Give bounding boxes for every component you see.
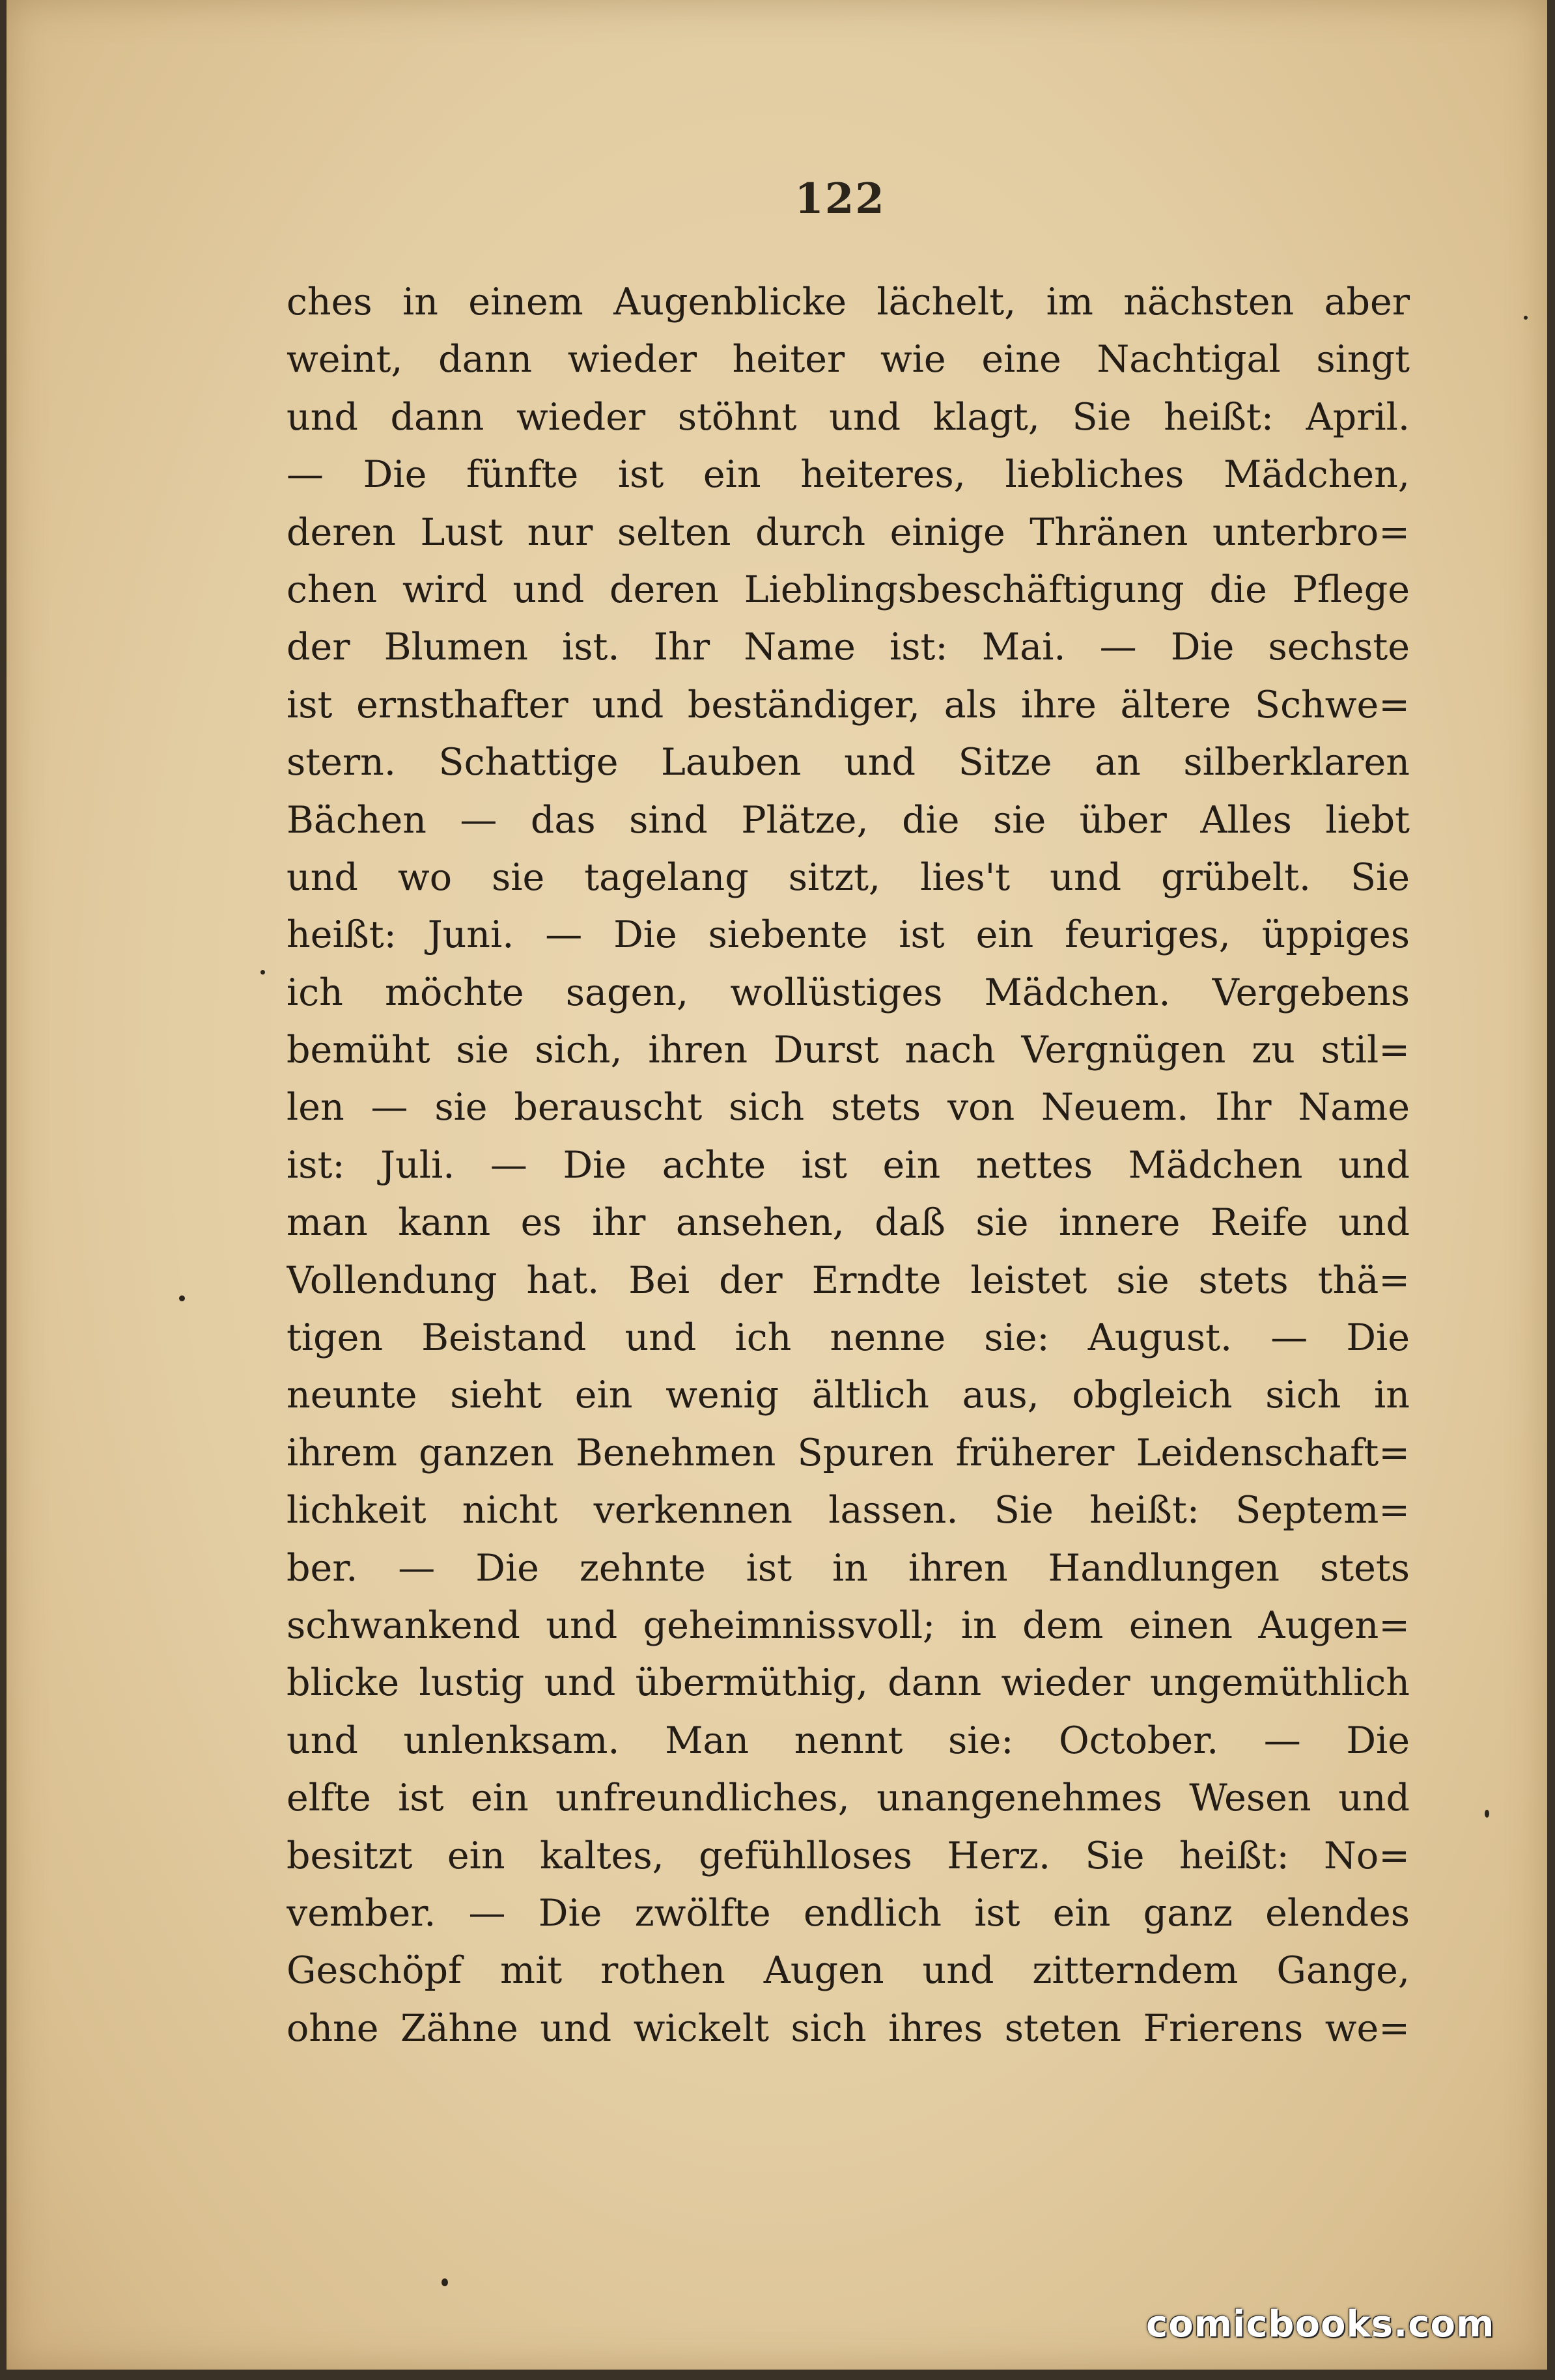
text-line: blicke lustig und übermüthig, dann wieder ungemüthlich [287, 1661, 1410, 1705]
body-text [287, 273, 1410, 2057]
text-line: und unlenksam. Man nennt sie: October. — Die [287, 1719, 1410, 1762]
book-page [7, 0, 1547, 2370]
text-line: schwankend und geheimnissvoll; in dem einen Augen= [287, 1603, 1410, 1647]
text-line: heißt: Juni. — Die siebente ist ein feuriges, üppiges [287, 913, 1410, 957]
text-line: ich möchte sagen, wollüstiges Mädchen. Vergebens [287, 971, 1410, 1014]
text-line: besitzt ein kaltes, gefühlloses Herz. Sie heißt: No= [287, 1834, 1410, 1877]
text-line: vember. — Die zwölfte endlich ist ein ganz elendes [287, 1891, 1410, 1935]
text-line: ohne Zähne und wickelt sich ihres steten Frierens we= [287, 2006, 1410, 2050]
text-line: ihrem ganzen Benehmen Spuren früherer Leidenschaft= [287, 1431, 1410, 1474]
text-line: und wo sie tagelang sitzt, lies't und grübelt. Sie [287, 855, 1410, 899]
ink-speck [260, 970, 265, 975]
text-line: weint, dann wieder heiter wie eine Nachtigal singt [287, 338, 1410, 381]
ink-speck [1485, 1810, 1489, 1818]
text-line: tigen Beistand und ich nenne sie: August. — Die [287, 1316, 1410, 1360]
text-line: ber. — Die zehnte ist in ihren Handlungen stets [287, 1546, 1410, 1590]
text-line: neunte sieht ein wenig ältlich aus, obgleich sich in [287, 1374, 1410, 1417]
text-line: lichkeit nicht verkennen lassen. Sie heißt: Septem= [287, 1489, 1410, 1532]
text-line: chen wird und deren Lieblingsbeschäftigung die Pflege [287, 568, 1410, 611]
text-line: ches in einem Augenblicke lächelt, im nächsten aber [287, 281, 1410, 324]
text-line: elfte ist ein unfreundliches, unangenehmes Wesen und [287, 1777, 1410, 1820]
text-line: — Die fünfte ist ein heiteres, liebliches Mädchen, [287, 453, 1410, 497]
text-line: der Blumen ist. Ihr Name ist: Mai. — Die sechste [287, 626, 1410, 669]
text-line: Bächen — das sind Plätze, die sie über Alles liebt [287, 798, 1410, 842]
site-watermark: comicbooks.com [1146, 2303, 1495, 2345]
page-number: 122 [794, 174, 886, 223]
text-line: len — sie berauscht sich stets von Neuem. Ihr Name [287, 1086, 1410, 1129]
text-line: ist ernsthafter und beständiger, als ihre ältere Schwe= [287, 683, 1410, 726]
text-line: und dann wieder stöhnt und klagt, Sie heißt: April. [287, 395, 1410, 439]
ink-speck [1524, 316, 1528, 320]
ink-speck [441, 2278, 448, 2286]
text-line: Geschöpf mit rothen Augen und zitterndem Gange, [287, 1949, 1410, 1993]
text-line: Vollendung hat. Bei der Erndte leistet sie stets thä= [287, 1258, 1410, 1302]
text-line: ist: Juli. — Die achte ist ein nettes Mädchen und [287, 1143, 1410, 1187]
text-line: bemüht sie sich, ihren Durst nach Vergnügen zu stil= [287, 1029, 1410, 1072]
ink-speck [179, 1295, 185, 1301]
text-line: deren Lust nur selten durch einige Thränen unterbro= [287, 510, 1410, 554]
text-line: stern. Schattige Lauben und Sitze an silberklaren [287, 741, 1410, 784]
text-line: man kann es ihr ansehen, daß sie innere Reife und [287, 1201, 1410, 1245]
